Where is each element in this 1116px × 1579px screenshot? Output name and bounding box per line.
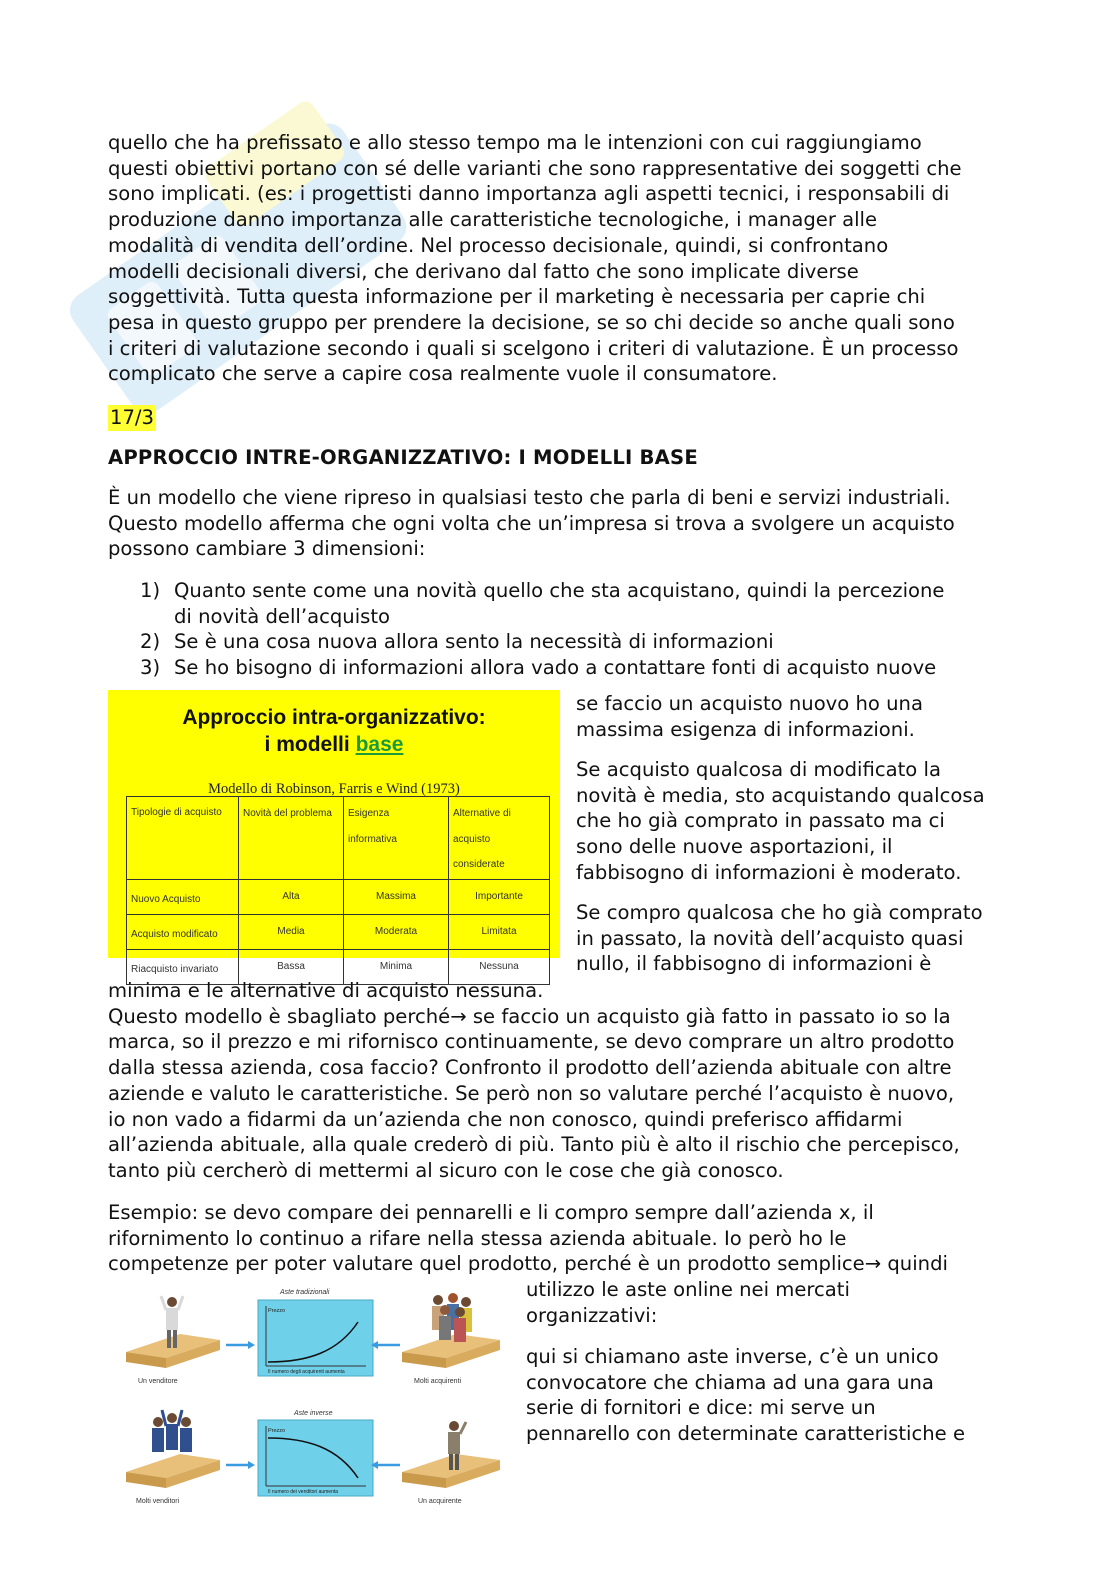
side-note-new-purchase: se faccio un acquisto nuovo ho una massima esigenza di informazioni. — [576, 692, 923, 741]
slide-title-link: base — [355, 733, 404, 756]
side-note-modified-purchase: Se acquisto qualcosa di modificato la novità è media, sto acquistando qualcosa che ho già comprato in passato ma ci sono delle nuove asportazioni, il fabbisogno di informazioni è moderato. — [576, 758, 985, 884]
side-note-reverse-auctions: qui si chiamano aste inverse, c’è un unico convocatore che chiama ad una gara una serie di fornitori e dice: mi serve un pennarello con determinate caratteristiche e — [526, 1345, 966, 1446]
table-row: Riacquisto invariato Bassa Minima Nessuna — [127, 950, 550, 985]
slide-title: Approccio intra-organizzativo: i modelli base — [182, 706, 486, 756]
critique-paragraph: minima e le alternative di acquisto nessuna. Questo modello è sbagliato perché→ se faccio un acquisto già fatto in passato io so la marca, so il prezzo e mi rifornisco continuamente, se devo comprare un altro prodotto dalla stessa azienda, cosa faccio? Confronto il prodotto dell’azienda abituale con altre aziende e valuto le caratteristiche. Se però non so valutare perché l’acquisto è nuovo, io non vado a fidarmi da un’azienda che non conosco, quindi preferisco affidarmi all’azienda abituale, alla quale crederò di più. Tanto più è alto il rischio che percepisco, tanto più cercherò di mettermi al sicuro con le cose che già conosco. — [108, 979, 960, 1182]
auctions-illustration — [108, 1282, 510, 1512]
side-note-repurchase: Se compro qualcosa che ho già comprato in passato, la novità dell’acquisto quasi nullo, il fabbisogno di informazioni è — [576, 901, 983, 976]
table-header-row: Tipologie di acquisto Novità del problema Esigenza informativa Alternative di acquisto considerate — [127, 797, 550, 880]
bottom-chart-title: Aste inverse — [294, 1410, 333, 1417]
list-item: 3) Se ho bisogno di informazioni allora vado a contattare fonti di acquisto nuove — [140, 656, 937, 680]
caption-top-left: Un venditore — [138, 1378, 178, 1385]
side-note-online-auctions: utilizzo le aste online nei mercati organizzativi: — [526, 1278, 850, 1327]
svg-text:Prezzo: Prezzo — [268, 1428, 286, 1434]
caption-bottom-right: Un acquirente — [418, 1498, 462, 1505]
caption-bottom-left: Molti venditori — [136, 1498, 180, 1505]
svg-text:Prezzo: Prezzo — [268, 1308, 286, 1314]
intro-paragraph: quello che ha prefissato e allo stesso tempo ma le intenzioni con cui raggiungiamo questi obiettivi portano con sé delle varianti che sono rappresentative dei soggetti che sono implicati. (es: i progettisti danno importanza agli aspetti tecnici, i responsabili di produzione danno importanza alle caratteristiche tecnologiche, i manager alle modalità di vendita dell’ordine. Nel processo decisionale, quindi, si confrontano modelli decisionali diversi, che derivano dal fatto che sono implicate diverse soggettività. Tutta questa informazione per il marketing è necessaria per caprie chi pesa in questo gruppo per prendere la decisione, se so chi decide so anche quali sono i criteri di valutazione secondo i quali si scelgono i criteri di valutazione. È un processo complicato che serve a capire cosa realmente vuole il consumatore. — [108, 131, 962, 386]
svg-text:Il numero dei venditori aument: Il numero dei venditori aumenta — [268, 1489, 339, 1495]
section-title: APPROCCIO INTRE-ORGANIZZATIVO: I MODELLI BASE — [108, 446, 698, 469]
robinson-model-slide — [108, 690, 560, 976]
list-item: 1) Quanto sente come una novità quello che sta acquistano, quindi la percezione di novità dell’acquisto — [140, 579, 945, 628]
list-item: 2) Se è una cosa nuova allora sento la necessità di informazioni — [140, 630, 774, 654]
slide-subtitle: Modello di Robinson, Farris e Wind (1973) — [208, 781, 460, 797]
top-chart-title: Aste tradizionali — [280, 1289, 330, 1296]
model-intro-paragraph: È un modello che viene ripreso in qualsiasi testo che parla di beni e servizi industriali. Questo modello afferma che ogni volta che un’impresa si trova a svolgere un acquisto possono cambiare 3 dimensioni: — [108, 486, 955, 561]
dimensions-list — [108, 578, 988, 681]
svg-text:Il numero degli acquirenti aum: Il numero degli acquirenti aumenta — [268, 1369, 345, 1375]
purchase-types-table — [126, 796, 550, 985]
caption-top-right: Molti acquirenti — [414, 1378, 462, 1385]
table-row: Nuovo Acquisto Alta Massima Importante — [127, 880, 550, 915]
table-row: Acquisto modificato Media Moderata Limitata — [127, 915, 550, 950]
example-paragraph: Esempio: se devo compare dei pennarelli e li compro sempre dall’azienda x, il rifornimento lo continuo a rifare nella stessa azienda abituale. Io però ho le competenze per poter valutare quel prodotto, perché è un prodotto semplice→ quindi — [108, 1201, 948, 1276]
date-highlight: 17/3 — [110, 406, 154, 429]
